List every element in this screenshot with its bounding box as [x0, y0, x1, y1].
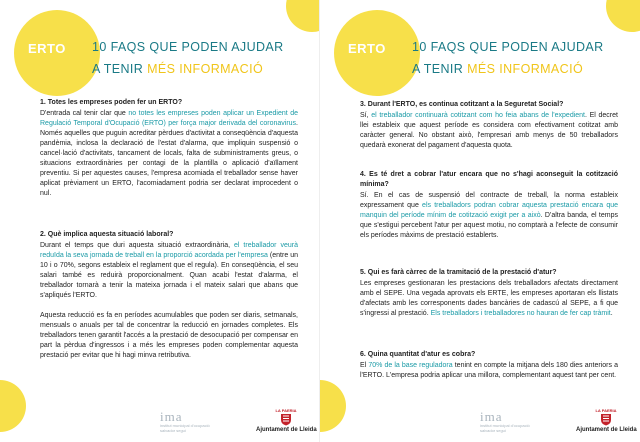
faq-answer-text: D'entrada cal tenir clar que [40, 110, 129, 117]
faq-3 [360, 100, 618, 151]
faq-answer-text: . [610, 310, 613, 317]
ima-logo [160, 410, 240, 438]
faq-4 [360, 170, 618, 241]
faq-page-right [320, 0, 640, 442]
crest-icon [280, 413, 292, 426]
faq-answer [360, 111, 618, 151]
faq-answer-highlight: no totes les empreses poden aplicar un Expedient de Regulació Temporal d'Ocupació (ERTO) per força major derivada del coronavirus [40, 110, 298, 127]
faq-answer-highlight: Els treballadors i treballadores no hauran de fer cap tràmit [430, 310, 611, 317]
faq-5 [360, 268, 618, 319]
ima-logo-line-2: salvador seguí [160, 428, 187, 433]
faq-6 [360, 350, 618, 381]
faq-question: 5. Qui es farà càrrec de la tramitació de la prestació d'atur? [360, 269, 557, 276]
title-line-2-b: MÉS INFORMACIÓ [467, 62, 584, 76]
faq-answer-text: (entre un 10 i o 70%, segons estableix el reglament que el regula). En conseqüència, el seu salari també es reduirà proporcionalment. Quan acabi l'estat d'alarma, el treballador tornarà a tenir la mateixa jornada i el mateix salari que abans que s'apliqués l'ERTO. [40, 252, 298, 299]
title-line-2-a: A TENIR [412, 62, 464, 76]
ima-logo [480, 410, 560, 438]
faq-question: 1. Totes les empreses poden fer un ERTO? [40, 99, 183, 106]
faq-answer-text: Sí, [360, 112, 372, 119]
erto-badge: ERTO [28, 41, 66, 56]
title-line-1: 10 FAQS QUE PODEN AJUDAR [412, 40, 604, 54]
ima-logo-mark: ima [480, 409, 503, 424]
faq-answer-paragraph: Aquesta reducció es fa en períodes acumulables que poden ser diaris, setmanals, mensuals o anuals per tal de concentrar la reducció en jornades completes. Els treballadors tenen garantit l'accés a la prestació de desocupació per compensar en part la pèrdua d'ingressos i a més les empreses poden complementar aquesta prestació per evitar que hi hagi minva retributiva. [40, 312, 298, 359]
title-line-2 [412, 62, 583, 76]
ajuntament-lleida-logo [576, 408, 636, 434]
title-line-2-a: A TENIR [92, 62, 144, 76]
faq-question: 2. Què implica aquesta situació laboral? [40, 231, 174, 238]
faq-answer-text: Les empreses gestionaran les prestacions dels treballadors afectats directament amb el SEPE. Una vegada aprovats els ERTE, les empreses aportaran els llistats d'afectats amb les corresponents dades bancàries de cadascú al SEPE, a fi que s'ingressi al prestació. [360, 280, 618, 317]
faq-1 [40, 98, 298, 199]
ima-logo-line-1: institut municipal d'ocupació [480, 423, 530, 428]
faq-question: 6. Quina quantitat d'atur es cobra? [360, 351, 476, 358]
faq-answer-text: Sí. En el cas de suspensió del contracte de treball, la norma estableix expressament que [360, 192, 618, 209]
title-line-2-b: MÉS INFORMACIÓ [147, 62, 264, 76]
faq-2 [40, 230, 298, 361]
faq-question: 4. Es té dret a cobrar l'atur encara que no s'hagi aconseguit la cotització mínima? [360, 171, 618, 188]
ima-logo-line-2: salvador seguí [480, 428, 507, 433]
la-paeria-label: LA PAERIA [275, 408, 297, 413]
ajuntament-label: Ajuntament de Lleida [256, 427, 317, 433]
ima-logo-mark: ima [160, 409, 183, 424]
faq-answer-text: . El decret llei estableix que aquest període es considera com efectivament cotitzat amb caràcter general. No obstant això, l'empresari amb menys de 50 treballadors quedarà exonerat del pagament d'aquesta quota. [360, 112, 618, 149]
faq-answer [360, 191, 618, 241]
title-line-1: 10 FAQS QUE PODEN AJUDAR [92, 40, 284, 54]
title-line-2 [92, 62, 263, 76]
faq-answer [40, 109, 298, 199]
faq-answer-text: . D'altra banda, el temps que s'estigui percebent l'atur per aquest motiu, no comptarà a l'efecte de consumir els períodes màxims de prestació establerts. [360, 212, 618, 239]
faq-answer [360, 279, 618, 319]
faq-answer-highlight: els treballadors podran cobrar aquesta prestació encara que manquin del període mínim de cotització exigit per a això [360, 202, 618, 219]
erto-badge: ERTO [348, 41, 386, 56]
faq-question: 3. Durant l'ERTO, es continua cotitzant a la Seguretat Social? [360, 101, 564, 108]
decorative-circle [0, 380, 26, 432]
ajuntament-lleida-logo [256, 408, 316, 434]
faq-answer-text: Durant el temps que duri aquesta situació extraordinària, [40, 242, 235, 249]
faq-answer-highlight: el treballador veurà reduïda la seva jornada de treball en la proporció acordada per l'empresa [40, 242, 298, 259]
faq-answer-text: . Només aquelles que puguin acreditar pèrdues d'activitat a conseqüència d'aquesta pandèmia, inclosa la declaració de l'estat d'alarma, que impliquin suspensió o cancel·lació d'activitats, tancament de locals, falta de subministraments greus, o situacions extraordinàries per contagi de la plantilla o aplicació d'aïllament preventiu. Si per aquestes causes, l'empresa acomiada el treballador sense haver aplicat prèviament un ERTO, l'acomiadament podria ser declarat improcedent o nul. [40, 120, 298, 197]
faq-answer-text: El [360, 362, 369, 369]
faq-answer-text: tenint en compte la mitjana dels 180 dies anteriors a l'ERTO. L'empresa podria aplicar una millora, complementant aquest tant per cent. [360, 362, 618, 379]
faq-answer [40, 241, 298, 301]
ajuntament-label: Ajuntament de Lleida [576, 427, 637, 433]
crest-icon [600, 413, 612, 426]
la-paeria-label: LA PAERIA [595, 408, 617, 413]
ima-logo-line-1: institut municipal d'ocupació [160, 423, 210, 428]
decorative-circle [320, 380, 346, 432]
decorative-circle [606, 0, 640, 32]
decorative-circle [286, 0, 320, 32]
faq-answer-highlight: el treballador continuarà cotitzant com ho feia abans de l'expedient [371, 112, 585, 119]
faq-answer [360, 361, 618, 381]
faq-answer-highlight: 70% de la base reguladora [368, 362, 453, 369]
